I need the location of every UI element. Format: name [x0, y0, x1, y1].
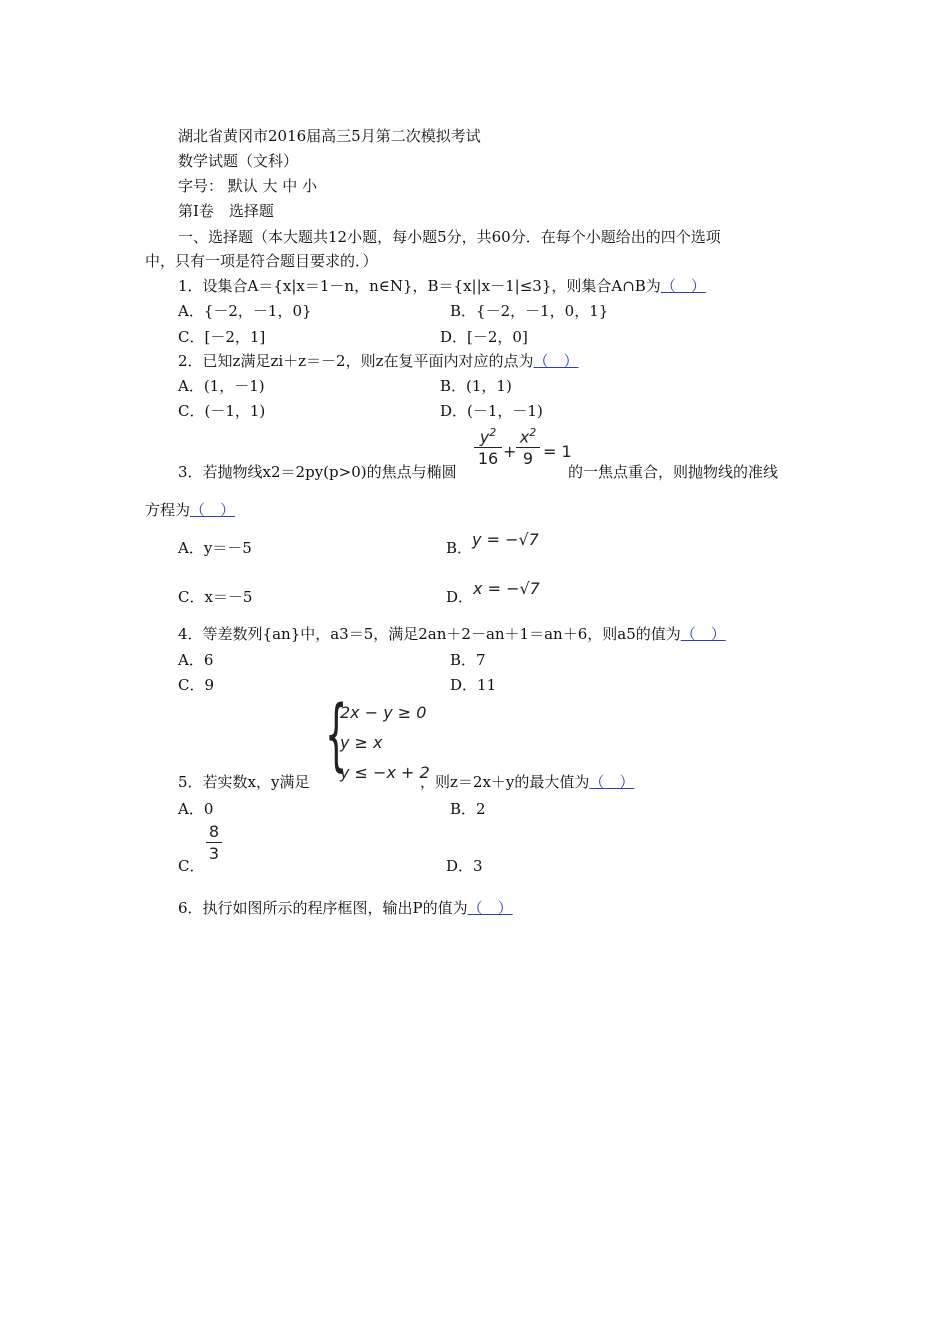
answer-blank: （ ）: [680, 625, 726, 643]
question-5-text: ，则z＝2x＋y的最大值为: [420, 773, 590, 791]
fraction-x2-9: $x^2$ 9: [516, 426, 540, 468]
exam-subtitle: 数学试题（文科）: [178, 152, 299, 170]
answer-blank: （ ）: [190, 501, 236, 519]
answer-blank: （ ）: [660, 277, 706, 295]
exam-title: 湖北省黄冈市2016届高三5月第二次模拟考试: [178, 127, 481, 145]
question-5-stem-after: [420, 772, 634, 792]
question-5-option-b: B．2: [450, 800, 486, 818]
plus-sign: +: [503, 442, 517, 461]
inequality-system: [340, 698, 430, 788]
question-4-stem: [178, 624, 726, 644]
question-3-option-b: [446, 530, 539, 558]
question-4-option-c: C．9: [178, 676, 215, 694]
question-5-stem-before: 5．若实数x，y满足: [178, 773, 310, 791]
question-4-option-b: B．7: [450, 651, 486, 669]
answer-blank: （ ）: [467, 899, 513, 917]
answer-blank: （ ）: [533, 352, 579, 370]
question-3-option-c: C．x＝－5: [178, 588, 253, 606]
font-size-line: 字号： 默认 大 中 小: [178, 177, 318, 195]
question-1-text: 1．设集合A＝{x|x＝1－n，n∈N}，B＝{x||x－1|≤3}，则集合A∩B为: [178, 277, 661, 295]
question-1-option-b: B．{－2，－1，0，1}: [450, 302, 609, 320]
question-2-option-d: D．(－1，－1): [440, 402, 543, 420]
question-3-option-a: A．y＝－5: [178, 539, 252, 557]
question-1-stem: [178, 276, 706, 296]
question-2-option-a: A．(1，－1): [178, 377, 265, 395]
question-3-option-d: [446, 579, 540, 607]
answer-blank: （ ）: [589, 773, 635, 791]
section-instructions-line2: 中，只有一项是符合题目要求的．）: [145, 252, 378, 270]
question-1-option-d: D．[－2，0]: [440, 328, 528, 346]
question-3-stem-line2: [145, 500, 235, 520]
question-4-text: 4．等差数列{an}中，a3＝5，满足2an＋2－an＋1＝an＋6，则a5的值为: [178, 625, 681, 643]
equals-one: = 1: [543, 442, 572, 461]
question-2-text: 2．已知z满足zi＋z＝－2，则z在复平面内对应的点为: [178, 352, 534, 370]
inequality-1: 2x − y ≥ 0: [340, 703, 427, 722]
option-d-label: D．: [446, 588, 474, 606]
question-5-option-a: A．0: [178, 800, 214, 818]
question-6-stem: [178, 898, 513, 918]
part-heading: 第Ⅰ卷 选择题: [178, 202, 274, 220]
inequality-2: y ≥ x: [340, 733, 383, 752]
option-b-label: B．: [446, 539, 473, 557]
question-4-option-a: A．6: [178, 651, 214, 669]
fraction-8-3: 8 3: [206, 822, 222, 863]
inequality-3: y ≤ −x + 2: [340, 763, 430, 782]
question-1-option-c: C．[－2，1]: [178, 328, 266, 346]
system-brace: {: [325, 690, 348, 780]
question-2-stem: [178, 351, 579, 371]
section-instructions-line1: 一、选择题（本大题共12小题，每小题5分，共60分．在每个小题给出的四个选项: [178, 228, 721, 246]
option-b-formula: y = −√7: [472, 530, 539, 549]
question-1-option-a: A．{－2，－1，0}: [178, 302, 312, 320]
question-5-option-d: D．3: [446, 857, 483, 875]
question-3-stem-after: 的一焦点重合，则抛物线的准线: [568, 463, 779, 481]
question-3-stem-before: 3．若抛物线x2＝2py(p>0)的焦点与椭圆: [178, 463, 457, 481]
question-4-option-d: D．11: [450, 676, 497, 694]
fraction-y2-16: $y^2$ 16: [474, 426, 502, 468]
question-5-option-c-label: C．: [178, 857, 205, 875]
question-2-option-b: B．(1，1): [440, 377, 512, 395]
question-3-text-line2: 方程为: [145, 501, 191, 519]
question-2-option-c: C．(－1，1): [178, 402, 266, 420]
option-d-formula: x = −√7: [473, 579, 540, 598]
question-6-text: 6．执行如图所示的程序框图，输出P的值为: [178, 899, 468, 917]
